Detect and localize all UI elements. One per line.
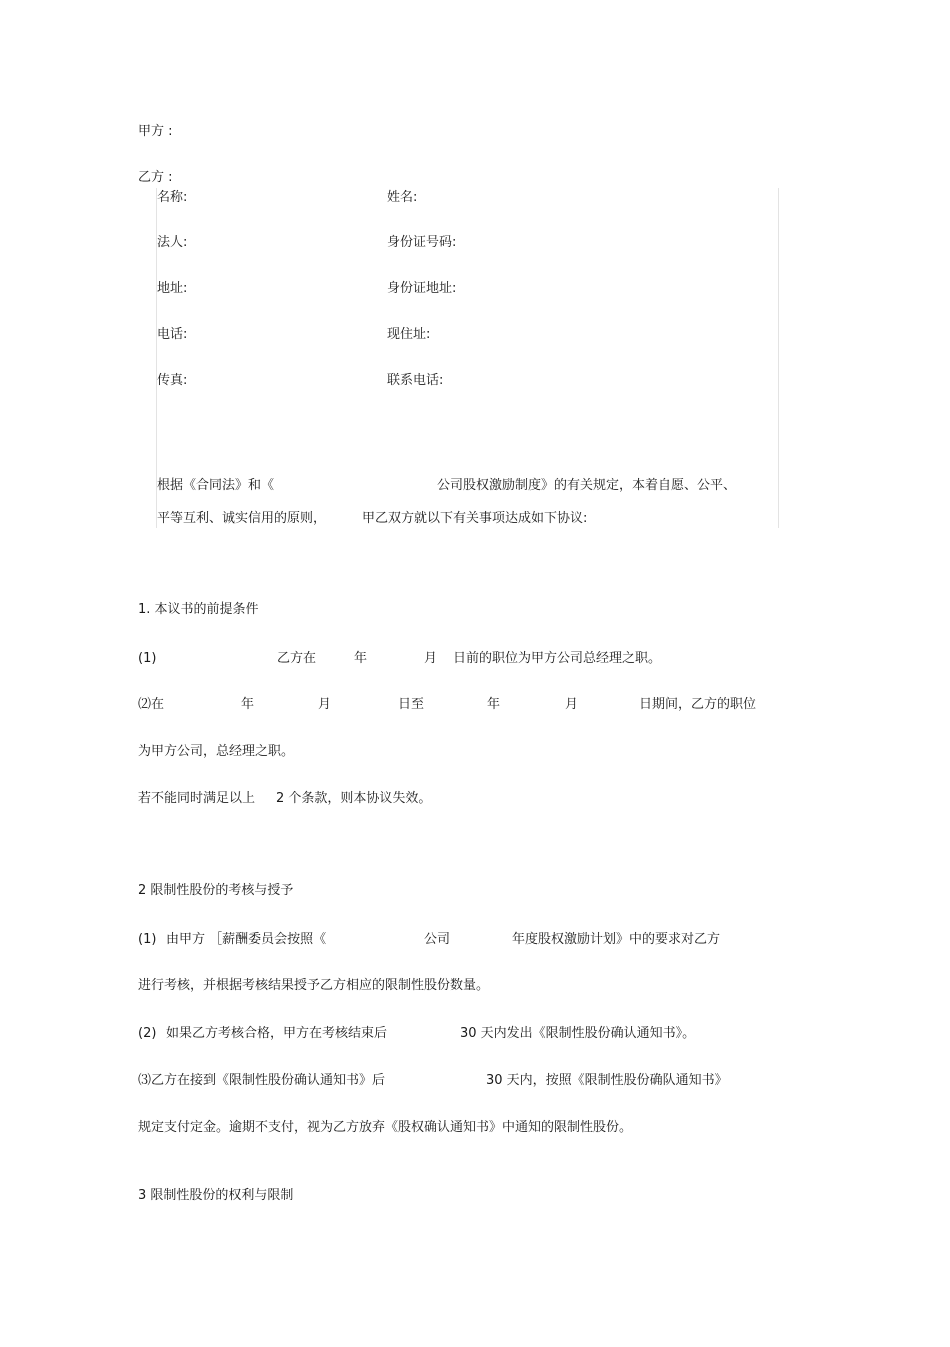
section2-title: 2 限制性股份的考核与授予 xyxy=(138,883,294,898)
company-name-label: 名称: xyxy=(157,190,188,205)
s1-note-b: 2 个条款，则本协议失效。 xyxy=(276,791,432,806)
s1-item2-text-g: 日期间，乙方的职位 xyxy=(639,697,757,712)
s1-item2-month2: 月 xyxy=(565,697,579,712)
s2-item1-number: (1) xyxy=(138,932,157,947)
s2-item2-number: (2) xyxy=(138,1026,157,1041)
s1-note-a: 若不能同时满足以上 xyxy=(138,791,256,806)
s2-item3-continuation: 规定支付定金。逾期不支付，视为乙方放弃《股权确认通知书》中通知的限制性股份。 xyxy=(138,1120,633,1135)
id-number-label: 身份证号码: xyxy=(387,235,457,250)
company-address-label: 地址: xyxy=(157,281,188,296)
person-name-label: 姓名: xyxy=(387,190,418,205)
contact-phone-label: 联系电话: xyxy=(387,373,444,388)
s2-item2-text-b: 30 天内发出《限制性股份确认通知书》。 xyxy=(460,1026,696,1041)
preamble-line1-end: 公司股权激励制度》的有关规定，本着自愿、公平、 xyxy=(437,478,737,493)
s1-item1-number: (1) xyxy=(138,651,157,666)
s2-item1-text-c: 年度股权激励计划》中的要求对乙方 xyxy=(512,932,721,947)
s1-item2-text-a: ⑵在 xyxy=(138,697,165,712)
s1-item2-month1: 月 xyxy=(318,697,332,712)
preamble-line1-start: 根据《合同法》和《 xyxy=(157,478,275,493)
preamble-line2-start: 平等互利、诚实信用的原则， xyxy=(157,511,327,526)
s2-item2-text-a: 如果乙方考核合格，甲方在考核结束后 xyxy=(166,1026,388,1041)
party-a-label: 甲方 : xyxy=(138,124,173,139)
s1-item2-year1: 年 xyxy=(241,697,255,712)
party-b-label: 乙方 : xyxy=(138,170,173,185)
s2-item3-text-b: 30 天内，按照《限制性股份确队通知书》 xyxy=(486,1073,728,1088)
s1-item2-continuation: 为甲方公司，总经理之职。 xyxy=(138,744,295,759)
current-address-label: 现住址: xyxy=(387,327,431,342)
company-fax-label: 传真: xyxy=(157,373,188,388)
s1-item2-day-to: 日至 xyxy=(398,697,425,712)
table-right-border xyxy=(778,188,779,528)
company-phone-label: 电话: xyxy=(157,327,188,342)
s1-item1-month: 月 xyxy=(424,651,438,666)
s2-item1-company: 公司 xyxy=(424,932,451,947)
section1-title: 1. 本议书的前提条件 xyxy=(138,602,259,617)
s1-item1-text-d: 日前的职位为甲方公司总经理之职。 xyxy=(453,651,662,666)
preamble-line2-end: 甲乙双方就以下有关事项达成如下协议: xyxy=(362,511,588,526)
s2-item1-text-a: 由甲方 ［薪酬委员会按照《 xyxy=(166,932,327,947)
s2-item1-continuation: 进行考核，并根据考核结果授予乙方相应的限制性股份数量。 xyxy=(138,978,490,993)
legal-rep-label: 法人: xyxy=(157,235,188,250)
s1-item2-year2: 年 xyxy=(487,697,501,712)
s1-item1-text-a: 乙方在 xyxy=(277,651,317,666)
s1-item1-year: 年 xyxy=(354,651,368,666)
s2-item3-text-a: ⑶乙方在接到《限制性股份确认通知书》后 xyxy=(138,1073,386,1088)
section3-title: 3 限制性股份的权利与限制 xyxy=(138,1188,294,1203)
id-address-label: 身份证地址: xyxy=(387,281,457,296)
